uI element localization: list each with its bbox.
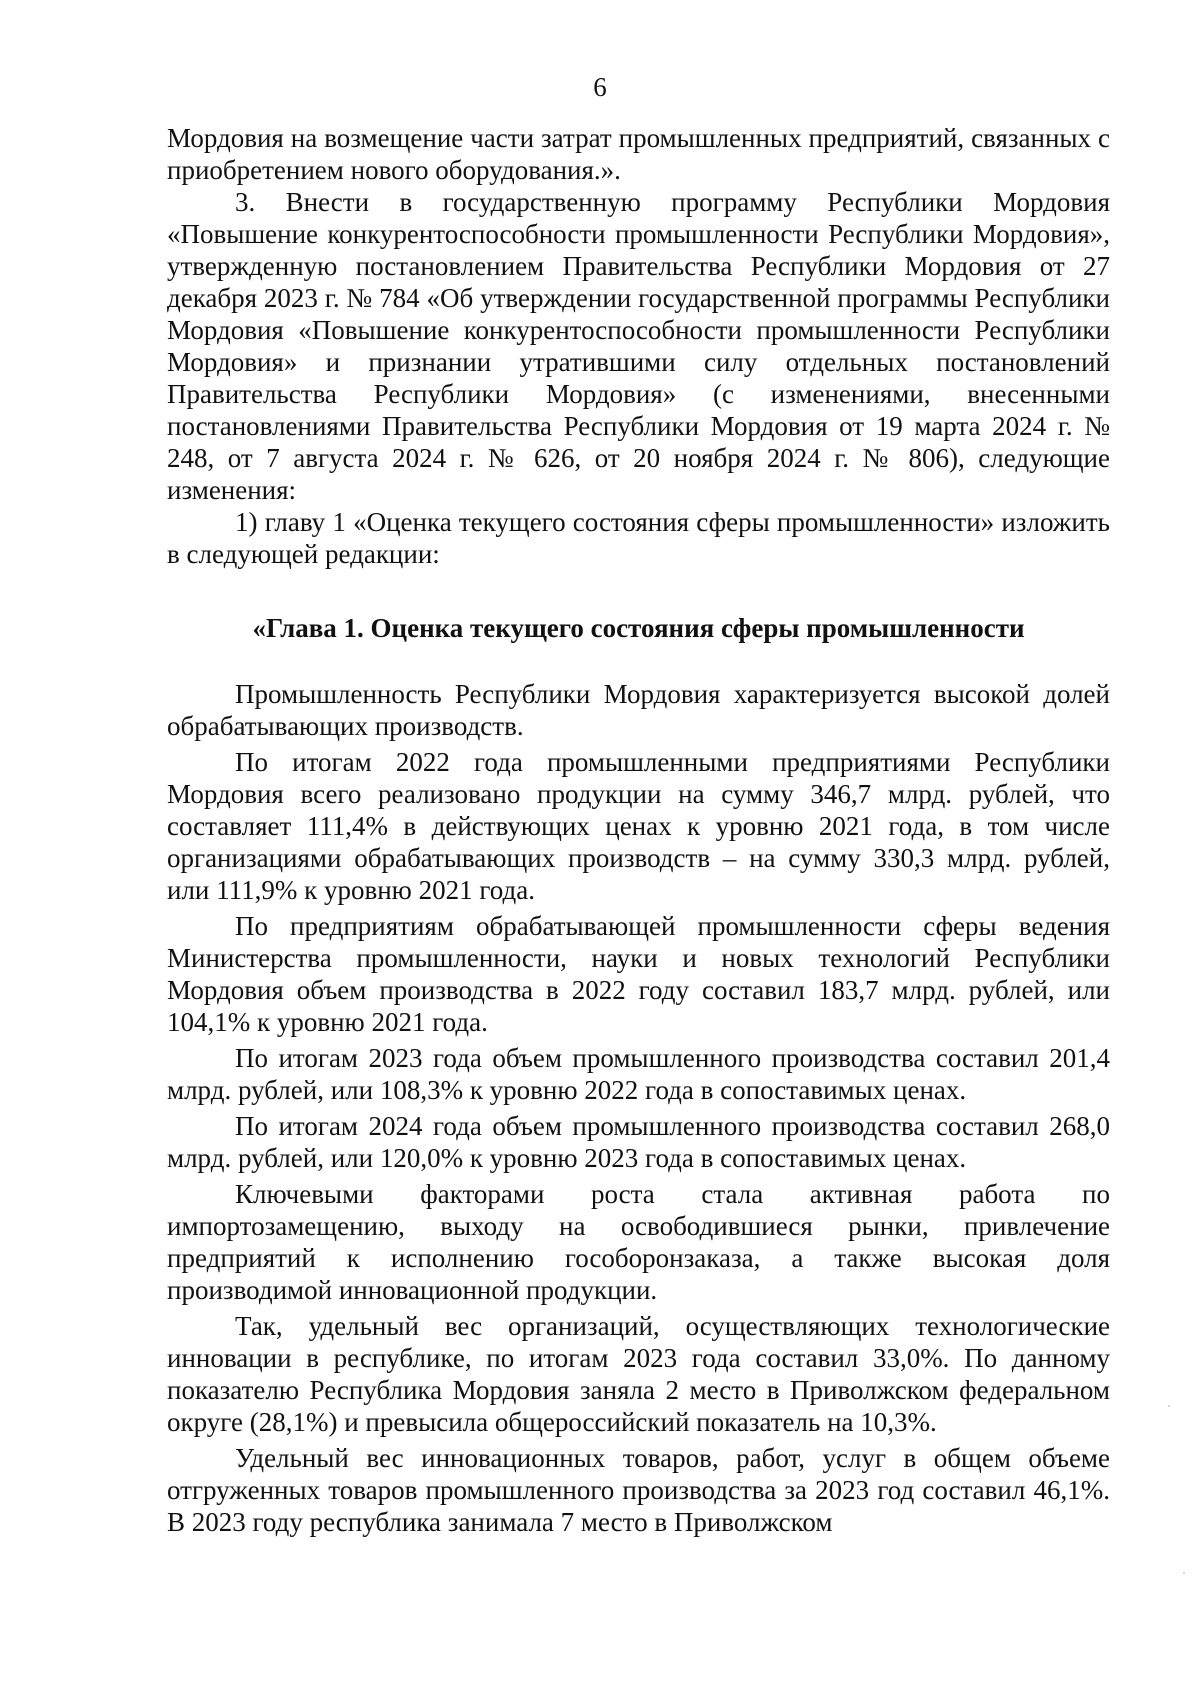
page-number: 6 [593, 72, 607, 102]
body-paragraph: По итогам 2023 года объем промышленного производства составил 201,4 млрд. рублей, или 108,3% к уровню 2022 года в сопоставимых ценах. [167, 1043, 1110, 1105]
body-paragraph: Так, удельный вес организаций, осуществляющих технологические инновации в республике, по итогам 2023 года составил 33,0%. По данному показателю Республика Мордовия заняла 2 место в Приволжском федеральном округе (28,1%) и превысила общероссийский показатель на 10,3%. [167, 1311, 1110, 1437]
body-paragraph: По итогам 2022 года промышленными предприятиями Республики Мордовия всего реализовано продукции на сумму 346,7 млрд. рублей, что составляет 111,4% в действующих ценах к уровню 2021 года, в том числе организациями обрабатывающих производств – на сумму 330,3 млрд. рублей, или 111,9% к уровню 2021 года. [167, 747, 1110, 905]
scan-speck [1183, 1572, 1185, 1574]
body-paragraph: По итогам 2024 года объем промышленного производства составил 268,0 млрд. рублей, или 120,0% к уровню 2023 года в сопоставимых ценах. [167, 1111, 1110, 1173]
item-3-paragraph: 3. Внести в государственную программу Республики Мордовия «Повышение конкурентоспособности промышленности Республики Мордовия», утвержденную постановлением Правительства Республики Мордовия от 27 декабря 2023 г. № 784 «Об утверждении государственной программы Республики Мордовия «Повышение конкурентоспособности промышленности Республики Мордовия» и признании утратившими силу отдельных постановлений Правительства Республики Мордовия» (с изменениями, внесенными постановлениями Правительства Республики Мордовия от 19 марта 2024 г. № 248, от 7 августа 2024 г. № 626, от 20 ноября 2024 г. № 806), следующие изменения: [167, 187, 1110, 505]
body-paragraph: Удельный вес инновационных товаров, работ, услуг в общем объеме отгруженных товаров промышленного производства за 2023 год составил 46,1%. В 2023 году республика занимала 7 место в Приволжском [167, 1443, 1110, 1537]
subitem-1-paragraph: 1) главу 1 «Оценка текущего состояния сферы промышленности» изложить в следующей редакции: [167, 507, 1110, 569]
chapter-title: «Глава 1. Оценка текущего состояния сферы промышленности [252, 613, 1025, 643]
body-paragraph: Промышленность Республики Мордовия характеризуется высокой долей обрабатывающих производств. [167, 679, 1110, 741]
chapter-body [167, 678, 1110, 1542]
body-paragraph: По предприятиям обрабатывающей промышленности сферы ведения Министерства промышленности, науки и новых технологий Республики Мордовия объем производства в 2022 году составил 183,7 млрд. рублей, или 104,1% к уровню 2021 года. [167, 911, 1110, 1037]
intro-continuation-paragraph: Мордовия на возмещение части затрат промышленных предприятий, связанных с приобретением нового оборудования.». [167, 123, 1110, 185]
body-paragraph: Ключевыми факторами роста стала активная работа по импортозамещению, выходу на освободившиеся рынки, привлечение предприятий к исполнению гособоронзаказа, а также высокая доля производимой инновационной продукции. [167, 1179, 1110, 1305]
scan-speck [1168, 1405, 1170, 1407]
amendment-text [167, 122, 1110, 570]
